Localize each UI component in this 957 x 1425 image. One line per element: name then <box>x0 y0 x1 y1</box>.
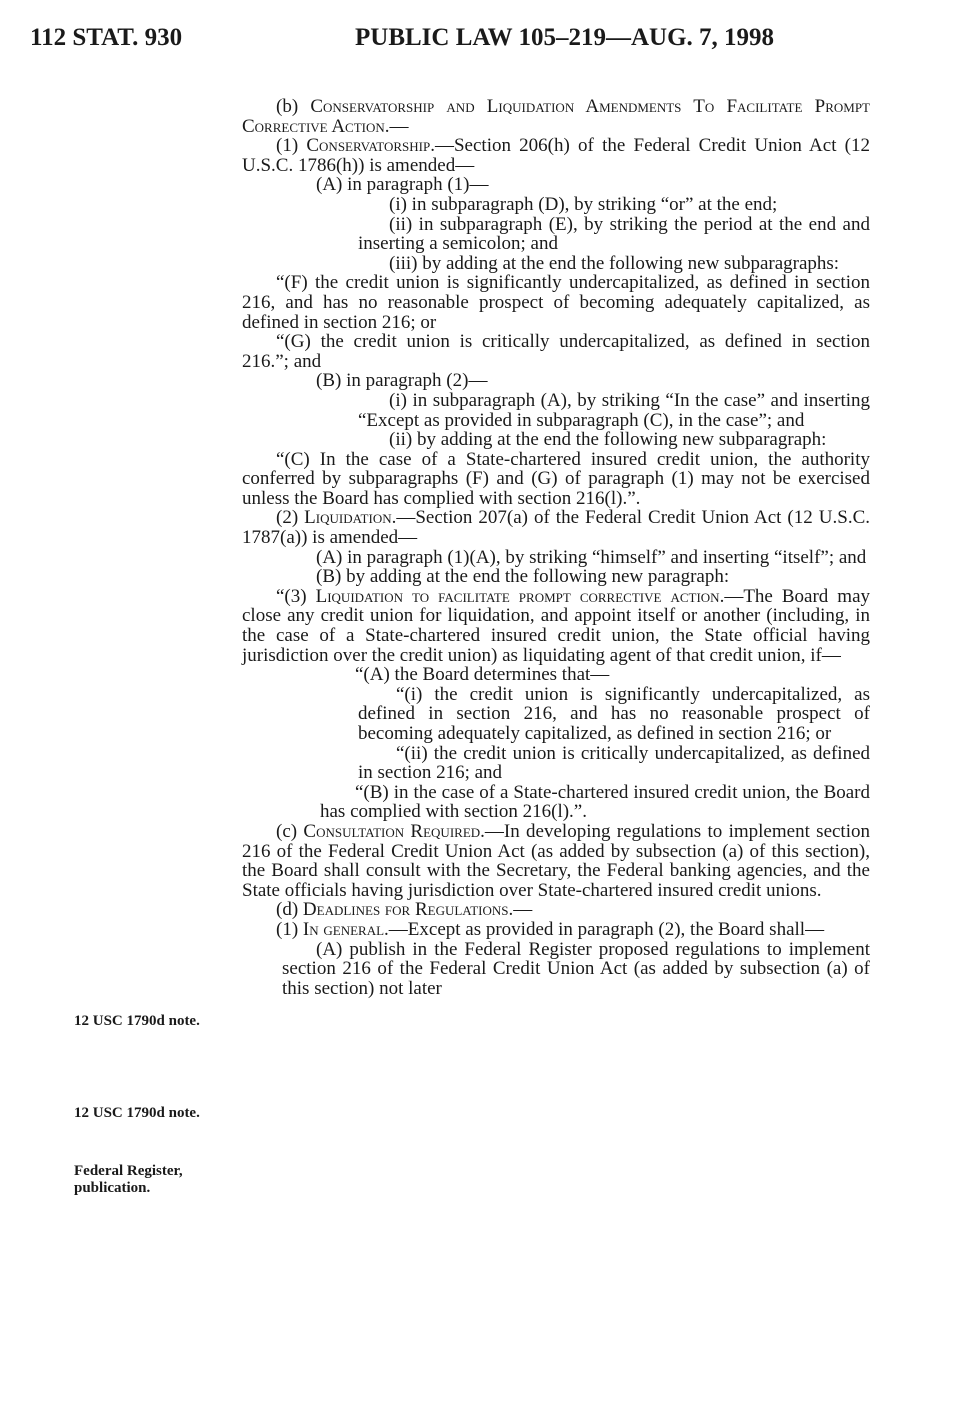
paragraph-text: (iii) by adding at the end the following new subparagraphs: <box>389 252 840 274</box>
paragraph-text: “(ii) the credit union is critically undercapitalized, as defined in section 216; and <box>358 742 870 784</box>
statute-paragraph <box>242 920 870 940</box>
paragraph-heading: Liquidation to facilitate prompt corrective action <box>315 585 720 607</box>
margin-note-usc-1: 12 USC 1790d note. <box>74 1013 200 1029</box>
paragraph-text: “(G) the credit union is critically undercapitalized, as defined in section 216.”; and <box>242 331 870 372</box>
stat-page-number: 112 STAT. 930 <box>30 24 183 51</box>
paragraph-heading: Liquidation <box>304 507 392 529</box>
statute-paragraph <box>242 450 870 509</box>
statute-paragraph <box>242 175 870 195</box>
statute-paragraph <box>242 548 870 568</box>
paragraph-text: .—Section 207(a) of the Federal Credit Union Act (12 U.S.C. 1787(a)) is amended— <box>242 507 870 549</box>
paragraph-text: “(3) <box>276 585 316 607</box>
law-title: PUBLIC LAW 105–219—AUG. 7, 1998 <box>355 24 775 51</box>
paragraph-text: (2) <box>276 507 305 529</box>
paragraph-text: (d) <box>276 899 303 921</box>
statute-body <box>242 97 870 998</box>
paragraph-text: (b) <box>276 96 311 117</box>
statute-paragraph <box>242 97 870 136</box>
statute-paragraph <box>242 136 870 175</box>
paragraph-text: (1) <box>276 918 303 940</box>
paragraph-text: (ii) in subparagraph (E), by striking the period at the end and inserting a semicolon; and <box>358 213 870 255</box>
paragraph-text: .—The Board may close any credit union for liquidation, and appoint itself or another (including, in the case of a State-chartered insured credit union, the State official having jurisdiction over the credit union) as liquidating agent of that credit union, if— <box>242 585 871 666</box>
statute-paragraph <box>242 822 870 900</box>
paragraph-heading: Conservatorship and Liquidation Amendments To Facilitate Prompt Corrective Action <box>242 96 870 137</box>
paragraph-heading: Conservatorship <box>306 135 431 157</box>
paragraph-text: .—Except as provided in paragraph (2), the Board shall— <box>384 918 825 940</box>
paragraph-text: “(i) the credit union is significantly undercapitalized, as defined in section 216, and has no reasonable prospect of becoming adequately capitalized, as defined in section 216; or <box>358 683 870 744</box>
statute-paragraph <box>242 508 870 547</box>
paragraph-text: (1) <box>276 135 307 157</box>
statute-paragraph <box>242 371 870 391</box>
paragraph-text: .— <box>384 115 409 137</box>
statute-paragraph <box>242 665 870 685</box>
paragraph-heading: Deadlines for Regulations <box>302 899 509 921</box>
paragraph-heading: Consultation Required <box>303 820 481 842</box>
statute-paragraph <box>242 430 870 450</box>
statute-paragraph <box>242 273 870 332</box>
statute-paragraph <box>242 332 870 371</box>
page-header <box>30 24 917 64</box>
statute-paragraph <box>242 567 870 587</box>
paragraph-text: (i) in subparagraph (D), by striking “or” at the end; <box>389 193 778 215</box>
statute-paragraph <box>242 744 870 783</box>
paragraph-text: (A) in paragraph (1)— <box>316 174 489 196</box>
statute-paragraph <box>242 685 870 744</box>
paragraph-text: “(A) the Board determines that— <box>355 664 610 686</box>
statute-paragraph <box>242 587 870 665</box>
paragraph-text: (i) in subparagraph (A), by striking “In the case” and inserting “Except as provided in subparagraph (C), in the case”; and <box>358 389 870 431</box>
paragraph-heading: In general <box>302 918 385 940</box>
paragraph-text: (B) in paragraph (2)— <box>316 370 488 392</box>
paragraph-text: (A) publish in the Federal Register proposed regulations to implement section 216 of the Federal Credit Union Act (as added by subsection (a) of this section) not later <box>282 938 870 999</box>
paragraph-text: .—Section 206(h) of the Federal Credit Union Act (12 U.S.C. 1786(h)) is amended— <box>242 135 871 176</box>
statute-paragraph <box>242 195 870 215</box>
paragraph-text: (ii) by adding at the end the following new subparagraph: <box>389 429 827 451</box>
statute-paragraph <box>242 391 870 430</box>
paragraph-text: “(C) In the case of a State-chartered insured credit union, the authority conferred by subparagraphs (F) and (G) of paragraph (1) may not be exercised unless the Board has complied with section 216(l).”. <box>242 448 870 509</box>
statute-paragraph <box>242 254 870 274</box>
statute-paragraph <box>242 783 870 822</box>
paragraph-text: .—In developing regulations to implement section 216 of the Federal Credit Union Act (as added by subsection (a) of this section), the Board shall consult with the Secretary, the Federal banking agencies, and the State officials having jurisdiction over State-chartered insured credit unions. <box>242 820 870 901</box>
paragraph-text: .— <box>508 899 533 921</box>
statute-paragraph <box>242 900 870 920</box>
paragraph-text: (B) by adding at the end the following new paragraph: <box>316 566 730 588</box>
margin-note-federal-register: Federal Register, publication. <box>74 1163 183 1196</box>
paragraph-text: (A) in paragraph (1)(A), by striking “himself” and inserting “itself”; and <box>316 546 867 568</box>
paragraph-text: “(F) the credit union is significantly undercapitalized, as defined in section 216, and has no reasonable prospect of becoming adequately capitalized, as defined in section 216; or <box>242 272 870 333</box>
statute-paragraph <box>242 940 870 999</box>
paragraph-text: “(B) in the case of a State-chartered insured credit union, the Board has complied with section 216(l).”. <box>320 781 870 823</box>
statute-paragraph <box>242 215 870 254</box>
margin-note-usc-2: 12 USC 1790d note. <box>74 1105 200 1121</box>
paragraph-text: (c) <box>276 820 304 842</box>
